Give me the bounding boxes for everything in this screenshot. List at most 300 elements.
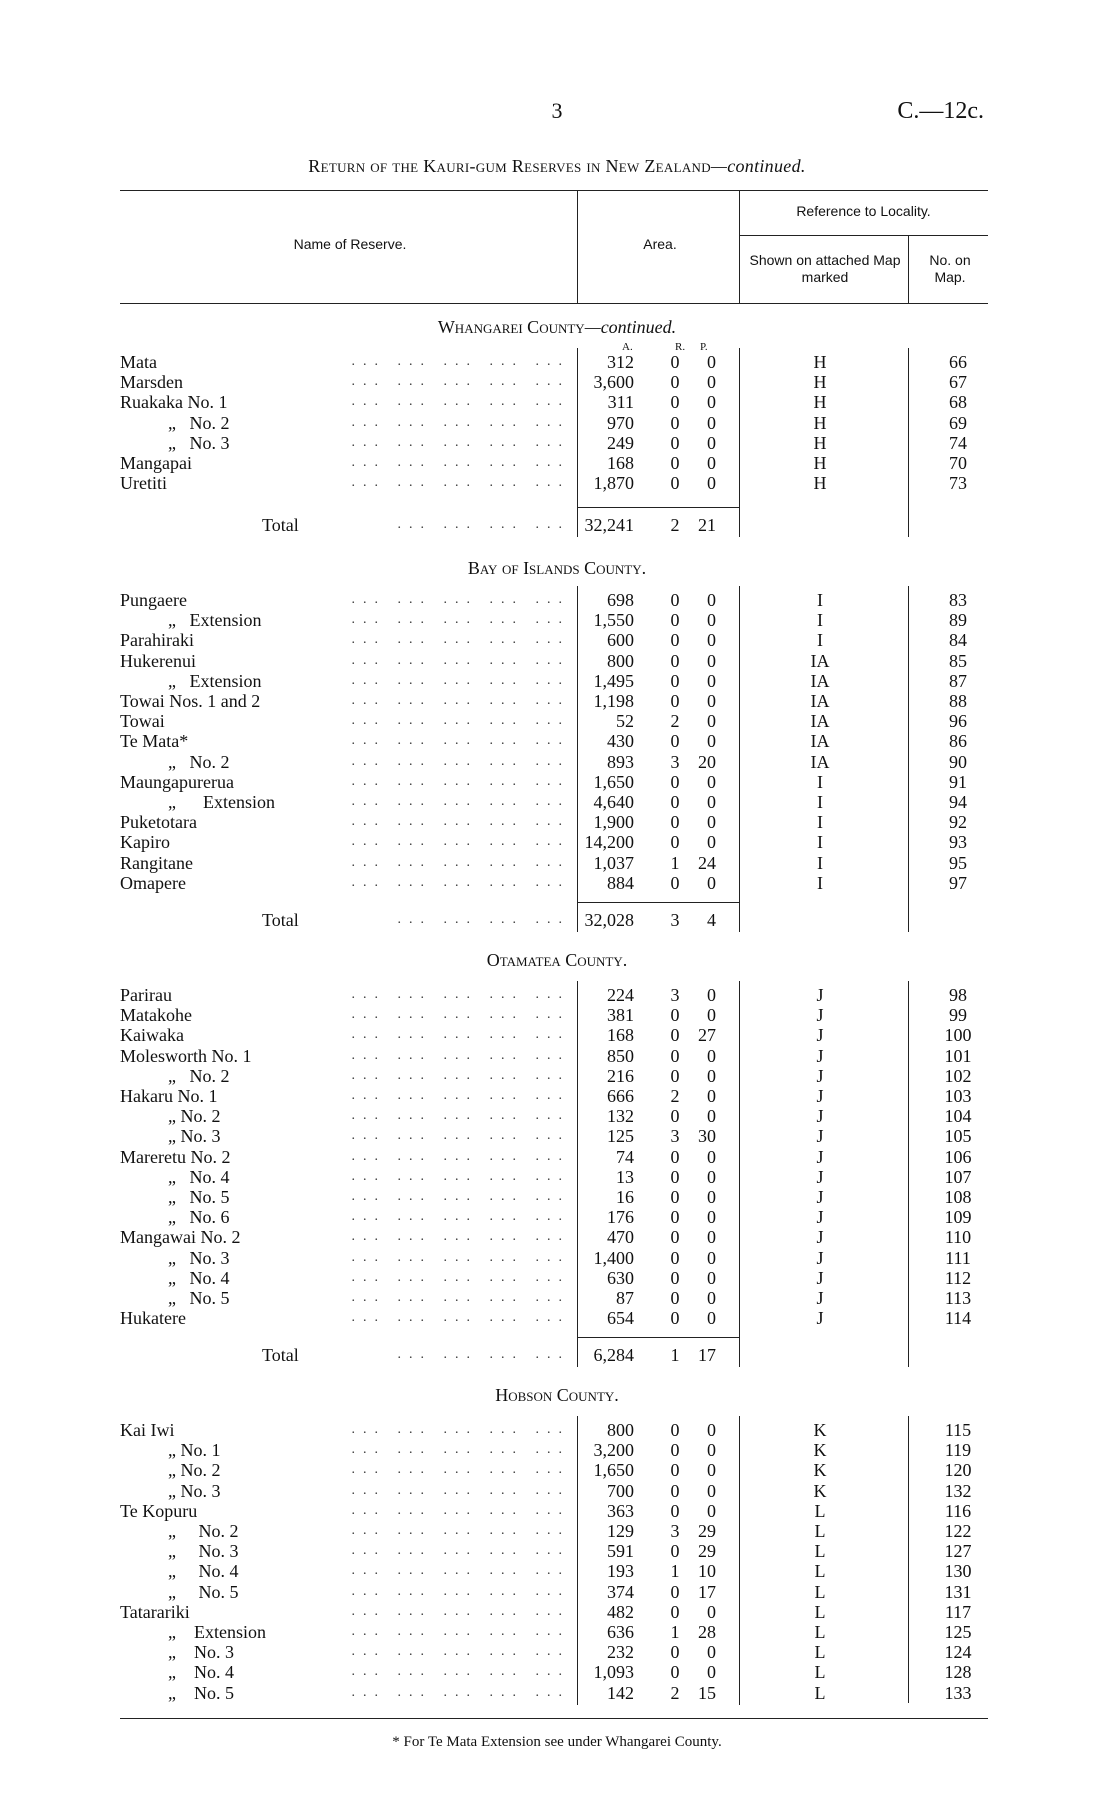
- county-name: Otamatea County.: [486, 950, 628, 970]
- total-roods: 1: [670, 1345, 680, 1365]
- reserve-name: „ No. 3: [168, 432, 230, 453]
- leader-dots: ... ... ... ... ...: [351, 1462, 570, 1478]
- table-row: [0, 413, 1114, 433]
- map-number: 90: [949, 751, 967, 772]
- reserve-name: Mangapai: [120, 453, 192, 473]
- leader-dots: ... ... ... ... ...: [351, 794, 570, 809]
- map-number: 100: [944, 1025, 972, 1046]
- leader-dots: ... ... ... ... ...: [351, 374, 570, 390]
- area-roods: 0: [670, 1005, 680, 1026]
- column-header-reference: Reference to Locality.: [796, 203, 931, 219]
- leader-dots: ... ... ... ... ...: [351, 1189, 570, 1204]
- total-acres: 32,028: [584, 910, 634, 930]
- map-letter: J: [816, 1207, 824, 1228]
- table-row: [0, 1025, 1114, 1045]
- map-number: 67: [949, 372, 967, 393]
- area-perches: 10: [698, 1561, 716, 1582]
- map-number: 94: [949, 792, 967, 812]
- reserve-name: „ No. 5: [168, 1288, 230, 1308]
- reserve-name: „ No. 2: [168, 412, 230, 433]
- area-perches: 0: [707, 1227, 716, 1248]
- reserve-name: „ No. 4: [168, 1662, 234, 1683]
- area-acres: 1,900: [593, 812, 634, 833]
- area-perches: 0: [707, 412, 716, 433]
- map-letter: J: [816, 1227, 824, 1248]
- reserve-name: „ No. 5: [168, 1187, 230, 1207]
- leader-dots: ... ... ... ... ...: [351, 713, 570, 729]
- map-letter: L: [814, 1682, 826, 1703]
- area-perches: 0: [707, 1308, 716, 1329]
- area-acres: 168: [607, 453, 634, 473]
- area-acres: 311: [607, 392, 634, 413]
- table-row: [0, 731, 1114, 751]
- map-letter: I: [817, 630, 823, 651]
- table-row: [0, 372, 1114, 392]
- reserve-name: Matakohe: [120, 1005, 192, 1026]
- area-roods: 0: [670, 1500, 680, 1521]
- table-row: [0, 651, 1114, 671]
- map-letter: L: [814, 1500, 826, 1521]
- map-letter: J: [816, 1065, 824, 1086]
- leader-dots: ... ... ... ... ...: [351, 1067, 570, 1083]
- reserve-name: „ No. 2: [168, 1521, 239, 1541]
- area-roods: 0: [670, 473, 680, 494]
- header-ref-rule: [739, 235, 988, 236]
- map-letter: K: [813, 1420, 827, 1440]
- area-perches: 20: [698, 751, 716, 772]
- table-row: [0, 853, 1114, 873]
- area-roods: 0: [670, 1247, 680, 1268]
- reserve-name: Parirau: [120, 985, 172, 1005]
- area-perches: 0: [707, 1106, 716, 1127]
- total-acres: 32,241: [584, 515, 634, 535]
- area-acres: 630: [607, 1267, 634, 1288]
- map-number: 110: [944, 1227, 972, 1248]
- area-perches: 27: [698, 1025, 716, 1046]
- area-acres: 363: [607, 1500, 634, 1521]
- total-row: [0, 1345, 1114, 1365]
- area-roods: 0: [670, 1065, 680, 1086]
- column-header-no-on-map: No. on Map.: [929, 252, 971, 285]
- area-perches: 28: [698, 1622, 716, 1642]
- area-roods: 1: [670, 852, 680, 873]
- map-letter: H: [813, 372, 827, 393]
- column-header-name: Name of Reserve.: [293, 236, 407, 252]
- area-perches: 0: [707, 630, 716, 651]
- map-number: 128: [944, 1662, 972, 1683]
- map-letter: H: [813, 473, 827, 494]
- table-row: [0, 1046, 1114, 1066]
- reserve-name: „ Extension: [168, 610, 262, 631]
- area-perches: 0: [707, 1086, 716, 1106]
- map-letter: IA: [810, 691, 830, 711]
- total-label: Total: [262, 515, 299, 535]
- table-row: [0, 1288, 1114, 1308]
- leader-dots: ... ... ... ... ...: [351, 1603, 570, 1619]
- map-letter: J: [816, 1267, 824, 1288]
- leader-dots: ... ... ... ... ...: [351, 592, 570, 607]
- area-roods: 0: [670, 1146, 680, 1167]
- total-roods: 3: [670, 910, 680, 930]
- leader-dots: ... ... ... ... ...: [351, 1684, 570, 1700]
- total-rule: [577, 507, 739, 508]
- area-perches: 0: [707, 985, 716, 1005]
- reserve-name: Kaiwaka: [120, 1025, 184, 1046]
- map-letter: I: [817, 792, 823, 812]
- map-letter: L: [814, 1662, 826, 1683]
- area-acres: 970: [607, 412, 634, 433]
- map-letter: IA: [810, 731, 830, 752]
- leader-dots: ... ... ... ... ...: [351, 1644, 570, 1660]
- column-header-shown-on-map: Shown on attached Map marked: [749, 252, 901, 285]
- map-number: 132: [944, 1480, 972, 1501]
- map-number: 74: [949, 432, 967, 453]
- area-acres: 1,495: [593, 670, 634, 691]
- leader-dots: ... ... ... ... ...: [351, 672, 570, 688]
- map-number: 95: [949, 852, 967, 873]
- map-number: 130: [944, 1561, 972, 1582]
- county-heading: [0, 950, 1114, 971]
- area-perches: 0: [707, 1662, 716, 1683]
- table-row: [0, 1086, 1114, 1106]
- map-letter: I: [817, 832, 823, 853]
- area-roods: 0: [670, 1420, 680, 1440]
- area-perches: 0: [707, 1480, 716, 1501]
- table-row: [0, 1005, 1114, 1025]
- table-row: [0, 691, 1114, 711]
- map-number: 87: [949, 670, 967, 691]
- map-number: 103: [944, 1086, 972, 1106]
- table-row: [0, 473, 1114, 493]
- table-row: [0, 832, 1114, 852]
- area-acres: 1,870: [593, 473, 634, 494]
- map-number: 66: [949, 352, 967, 372]
- reserve-name: „ No. 3: [168, 1126, 221, 1147]
- area-roods: 0: [670, 650, 680, 671]
- county-heading: [0, 1385, 1114, 1406]
- area-roods: 0: [670, 1207, 680, 1228]
- reserve-name: „ No. 2: [168, 1106, 221, 1127]
- area-roods: 3: [670, 1521, 680, 1541]
- map-letter: L: [814, 1622, 826, 1642]
- map-number: 83: [949, 590, 967, 610]
- map-number: 109: [944, 1207, 972, 1228]
- map-letter: H: [813, 392, 827, 413]
- table-row: [0, 1683, 1114, 1703]
- area-roods: 0: [670, 352, 680, 372]
- reserve-name: „ No. 4: [168, 1267, 230, 1288]
- map-number: 120: [944, 1460, 972, 1481]
- area-roods: 0: [670, 812, 680, 833]
- map-number: 104: [944, 1106, 972, 1127]
- table-row: [0, 433, 1114, 453]
- table-row: [0, 873, 1114, 893]
- area-roods: 0: [670, 1581, 680, 1602]
- area-roods: 0: [670, 1440, 680, 1461]
- area-perches: 0: [707, 1187, 716, 1207]
- title-continued: —continued.: [710, 156, 806, 176]
- reserve-name: „ No. 2: [168, 1460, 221, 1481]
- area-roods: 0: [670, 1025, 680, 1046]
- map-letter: I: [817, 872, 823, 893]
- area-perches: 0: [707, 1267, 716, 1288]
- table-row: [0, 352, 1114, 372]
- area-acres: 312: [607, 352, 634, 372]
- leader-dots: ... ... ... ... ...: [351, 455, 570, 470]
- page-title: [0, 156, 1114, 177]
- area-acres: 74: [616, 1146, 634, 1167]
- area-perches: 24: [698, 852, 716, 873]
- area-roods: 0: [670, 610, 680, 631]
- area-acres: 3,200: [593, 1440, 634, 1461]
- header-top-rule: [120, 190, 988, 191]
- column-rule-map-total: [908, 893, 909, 932]
- map-number: 124: [944, 1642, 972, 1663]
- map-number: 91: [949, 771, 967, 792]
- area-roods: 0: [670, 1187, 680, 1207]
- map-letter: J: [816, 1025, 824, 1046]
- map-letter: L: [814, 1642, 826, 1663]
- reserve-name: Uretiti: [120, 473, 167, 494]
- leader-dots: ... ... ... ... ...: [351, 753, 570, 769]
- area-acres: 16: [616, 1187, 634, 1207]
- area-roods: 2: [670, 1086, 680, 1106]
- table-row: [0, 1066, 1114, 1086]
- area-acres: 249: [607, 432, 634, 453]
- map-letter: J: [816, 1187, 824, 1207]
- map-number: 114: [944, 1308, 972, 1329]
- area-roods: 0: [670, 630, 680, 651]
- area-acres: 132: [607, 1106, 634, 1127]
- area-roods: 3: [670, 985, 680, 1005]
- leader-dots: ... ... ... ... ...: [351, 1007, 570, 1023]
- leader-dots: ... ... ... ... ...: [351, 1229, 570, 1245]
- area-roods: 0: [670, 1662, 680, 1683]
- reserve-name: „ No. 2: [168, 751, 230, 772]
- area-roods: 0: [670, 771, 680, 792]
- area-roods: 0: [670, 453, 680, 473]
- area-perches: 0: [707, 792, 716, 812]
- map-number: 117: [944, 1601, 972, 1622]
- area-acres: 168: [607, 1025, 634, 1046]
- map-letter: L: [814, 1561, 826, 1582]
- reserve-name: Mangawai No. 2: [120, 1227, 241, 1248]
- leader-dots: ... ... ... ... ...: [351, 854, 570, 870]
- area-acres: 4,640: [593, 792, 634, 812]
- table-row: [0, 1460, 1114, 1480]
- area-acres: 591: [607, 1541, 634, 1562]
- map-letter: L: [814, 1601, 826, 1622]
- total-perches: 4: [707, 910, 716, 930]
- area-acres: 52: [616, 711, 634, 732]
- table-row: [0, 1167, 1114, 1187]
- area-perches: 0: [707, 372, 716, 393]
- leader-dots: ... ... ... ... ...: [351, 1209, 570, 1225]
- area-roods: 0: [670, 1045, 680, 1066]
- map-number: 84: [949, 630, 967, 651]
- area-perches: 0: [707, 691, 716, 711]
- area-perches: 0: [707, 1460, 716, 1481]
- reserve-name: Mareretu No. 2: [120, 1146, 231, 1167]
- map-letter: I: [817, 590, 823, 610]
- area-roods: 3: [670, 1126, 680, 1147]
- map-number: 69: [949, 412, 967, 433]
- reserve-name: „ No. 2: [168, 1065, 230, 1086]
- area-roods: 0: [670, 1541, 680, 1562]
- map-letter: L: [814, 1581, 826, 1602]
- area-roods: 0: [670, 1166, 680, 1187]
- area-perches: 0: [707, 812, 716, 833]
- reserve-name: Marsden: [120, 372, 183, 393]
- area-roods: 0: [670, 1288, 680, 1308]
- map-number: 70: [949, 453, 967, 473]
- map-letter: I: [817, 771, 823, 792]
- table-row: [0, 792, 1114, 812]
- table-row: [0, 1126, 1114, 1146]
- area-perches: 0: [707, 650, 716, 671]
- area-perches: 0: [707, 1288, 716, 1308]
- map-letter: H: [813, 412, 827, 433]
- reserve-name: Ruakaka No. 1: [120, 392, 228, 413]
- map-number: 85: [949, 650, 967, 671]
- area-perches: 17: [698, 1581, 716, 1602]
- area-roods: 0: [670, 872, 680, 893]
- table-row: [0, 1642, 1114, 1662]
- area-perches: 0: [707, 1166, 716, 1187]
- map-number: 93: [949, 832, 967, 853]
- area-roods: 1: [670, 1561, 680, 1582]
- reserve-name: „ Extension: [168, 1622, 266, 1642]
- reserve-name: „ No. 6: [168, 1207, 230, 1228]
- leader-dots: ... ... ... ... ...: [351, 1624, 570, 1639]
- table-row: [0, 1147, 1114, 1167]
- map-letter: J: [816, 1308, 824, 1329]
- map-number: 105: [944, 1126, 972, 1147]
- county-heading: [0, 558, 1114, 579]
- area-acres: 125: [607, 1126, 634, 1147]
- area-perches: 0: [707, 590, 716, 610]
- county-suffix: —continued.: [584, 317, 677, 337]
- table-row: [0, 812, 1114, 832]
- area-roods: 0: [670, 691, 680, 711]
- area-perches: 0: [707, 731, 716, 752]
- table-row: [0, 985, 1114, 1005]
- area-roods: 3: [670, 751, 680, 772]
- leader-dots: ... ... ... ... ...: [351, 1047, 570, 1063]
- area-roods: 0: [670, 1480, 680, 1501]
- total-label: Total: [262, 910, 299, 930]
- area-perches: 0: [707, 1247, 716, 1268]
- area-acres: 1,400: [593, 1247, 634, 1268]
- area-roods: 0: [670, 731, 680, 752]
- leader-dots: ... ... ... ... ...: [351, 354, 570, 369]
- area-acres: 698: [607, 590, 634, 610]
- area-perches: 29: [698, 1521, 716, 1541]
- map-number: 99: [949, 1005, 967, 1026]
- area-acres: 3,600: [593, 372, 634, 393]
- total-rule: [577, 902, 739, 903]
- area-acres: 884: [607, 872, 634, 893]
- reserve-name: Kai Iwi: [120, 1420, 175, 1440]
- header-bottom-rule: [120, 303, 988, 304]
- area-roods: 0: [670, 1642, 680, 1663]
- leader-dots: ... ... ... ... ...: [351, 1148, 570, 1164]
- table-row: [0, 1541, 1114, 1561]
- area-acres: 224: [607, 985, 634, 1005]
- area-acres: 654: [607, 1308, 634, 1329]
- map-letter: J: [816, 1288, 824, 1308]
- map-letter: IA: [810, 650, 830, 671]
- area-perches: 0: [707, 1601, 716, 1622]
- map-number: 122: [944, 1521, 972, 1541]
- area-acres: 636: [607, 1622, 634, 1642]
- leader-dots: ... ... ... ... ...: [351, 1108, 570, 1124]
- leader-dots: ... ... ... ...: [397, 517, 570, 532]
- leader-dots: ... ... ... ... ...: [351, 414, 570, 430]
- leader-dots: ... ... ... ... ...: [351, 1168, 570, 1184]
- map-letter: J: [816, 1126, 824, 1147]
- table-row: [0, 453, 1114, 473]
- leader-dots: ... ... ... ... ...: [351, 814, 570, 830]
- area-acres: 1,550: [593, 610, 634, 631]
- map-number: 107: [944, 1166, 972, 1187]
- reserve-name: Tatarariki: [120, 1601, 190, 1622]
- area-acres: 700: [607, 1480, 634, 1501]
- area-acres: 1,650: [593, 1460, 634, 1481]
- area-acres: 87: [616, 1288, 634, 1308]
- map-letter: L: [814, 1521, 826, 1541]
- leader-dots: ... ... ... ... ...: [351, 434, 570, 450]
- map-letter: I: [817, 812, 823, 833]
- area-acres: 1,093: [593, 1662, 634, 1683]
- area-acres: 129: [607, 1521, 634, 1541]
- table-row: [0, 1521, 1114, 1541]
- area-perches: 0: [707, 1420, 716, 1440]
- page-number: 3: [551, 98, 563, 123]
- area-perches: 0: [707, 1045, 716, 1066]
- area-perches: 0: [707, 1146, 716, 1167]
- area-perches: 0: [707, 1005, 716, 1026]
- county-name: Hobson County.: [495, 1385, 619, 1405]
- area-perches: 0: [707, 1642, 716, 1663]
- area-perches: 0: [707, 392, 716, 413]
- area-roods: 0: [670, 1227, 680, 1248]
- table-row: [0, 1187, 1114, 1207]
- map-letter: I: [817, 852, 823, 873]
- area-acres: 216: [607, 1065, 634, 1086]
- map-letter: K: [813, 1480, 827, 1501]
- area-roods: 0: [670, 412, 680, 433]
- table-row: [0, 1106, 1114, 1126]
- reserve-name: „ No. 1: [168, 1440, 221, 1461]
- leader-dots: ... ... ... ... ...: [351, 1563, 570, 1579]
- unit-label-r: R.: [675, 341, 686, 353]
- map-letter: J: [816, 1045, 824, 1066]
- column-rule-map-total: [908, 1328, 909, 1367]
- table-row: [0, 711, 1114, 731]
- leader-dots: ... ... ... ... ...: [351, 1664, 570, 1680]
- area-acres: 381: [607, 1005, 634, 1026]
- map-letter: J: [816, 1166, 824, 1187]
- area-roods: 0: [670, 670, 680, 691]
- reserve-name: Towai Nos. 1 and 2: [120, 691, 261, 711]
- reserve-name: „ Extension: [168, 792, 275, 812]
- leader-dots: ... ... ... ... ...: [351, 632, 570, 648]
- area-roods: 0: [670, 832, 680, 853]
- table-row: [0, 772, 1114, 792]
- area-perches: 0: [707, 352, 716, 372]
- table-row: [0, 1420, 1114, 1440]
